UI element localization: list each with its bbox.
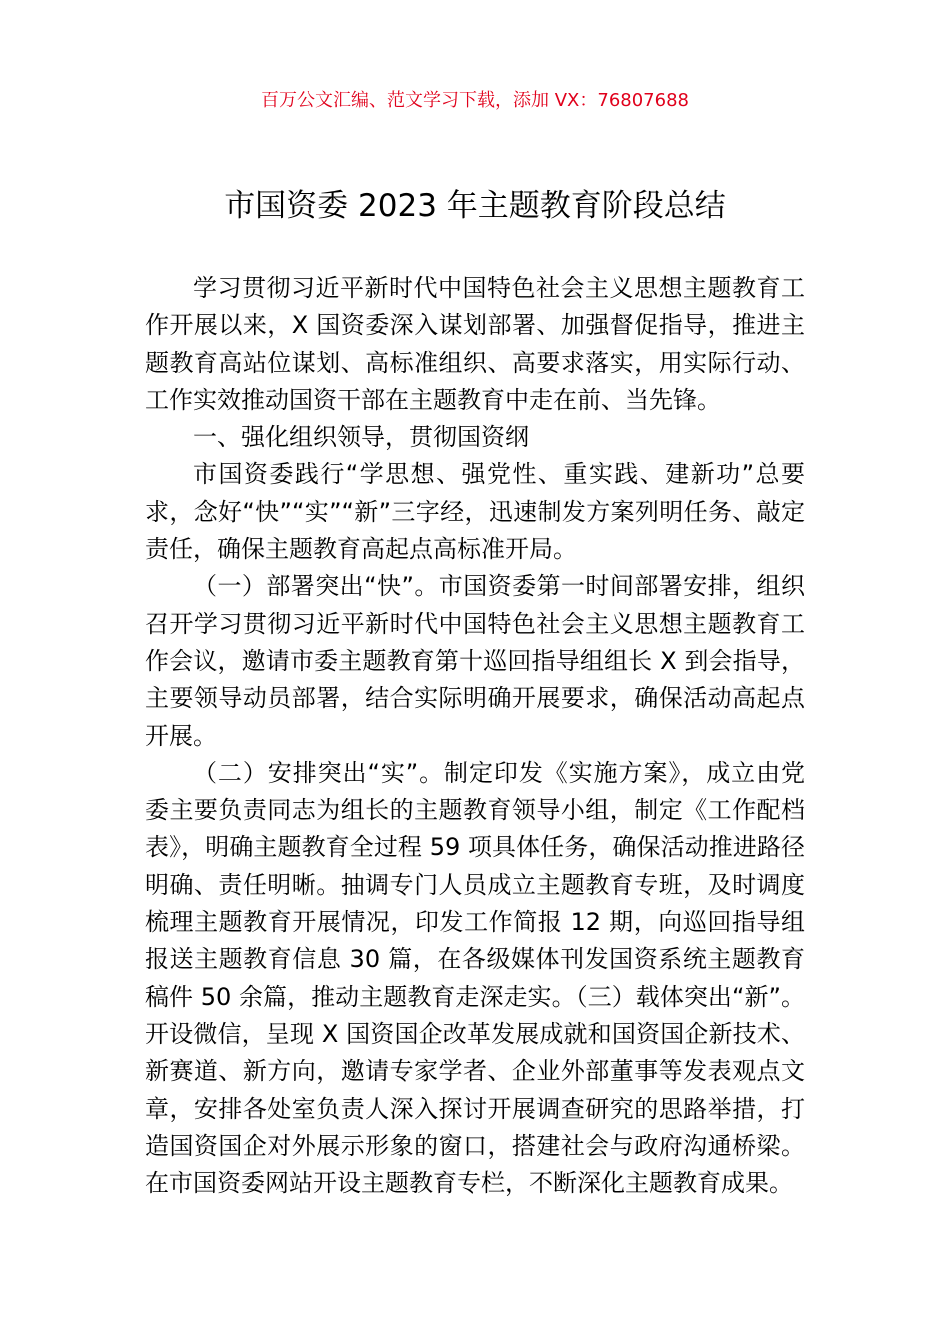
paragraph-intro: 学习贯彻习近平新时代中国特色社会主义思想主题教育工作开展以来，X 国资委深入谋划部署、加强督促指导，推进主题教育高站位谋划、高标准组织、高要求落实，用实际行动、工作实效推动国资干部在主题教育中走在前、当先锋。 <box>145 274 805 414</box>
section-heading: 一、强化组织领导，贯彻国资纲 <box>193 423 529 452</box>
document-body <box>145 270 805 1202</box>
page-title: 市国资委 2023 年主题教育阶段总结 <box>224 188 726 224</box>
paragraph-overview: 市国资委践行“学思想、强党性、重实践、建新功”总要求，念好“快”“实”“新”三字经，迅速制发方案列明任务、敲定责任，确保主题教育高起点高标准开局。 <box>145 460 805 564</box>
paragraph-arrangement: （二）安排突出“实”。制定印发《实施方案》，成立由党委主要负责同志为组长的主题教育领导小组，制定《工作配档表》，明确主题教育全过程 59 项具体任务，确保活动推进路径明确、责任明晰。抽调专门人员成立主题教育专班，及时调度梳理主题教育开展情况，印发工作简报 12 期，向巡回指导组报送主题教育信息 30 篇，在各级媒体刊发国资系统主题教育稿件 50 余篇，推动主题教育走深走实。（三）载体突出“新”。开设微信，呈现 X 国资国企改革发展成就和国资国企新技术、新赛道、新方向，邀请专家学者、企业外部董事等发表观点文章，安排各处室负责人深入探讨开展调查研究的思路举措，打造国资国企对外展示形象的窗口，搭建社会与政府沟通桥梁。在市国资委网站开设主题教育专栏，不断深化主题教育成果。 <box>145 758 805 1198</box>
paragraph-deployment: （一）部署突出“快”。市国资委第一时间部署安排，组织召开学习贯彻习近平新时代中国特色社会主义思想主题教育工作会议，邀请市委主题教育第十巡回指导组组长 X 到会指导，主要领导动员部署，结合实际明确开展要求，确保活动高起点开展。 <box>145 572 805 750</box>
header-note: 百万公文汇编、范文学习下载，添加 VX：76807688 <box>261 90 689 111</box>
